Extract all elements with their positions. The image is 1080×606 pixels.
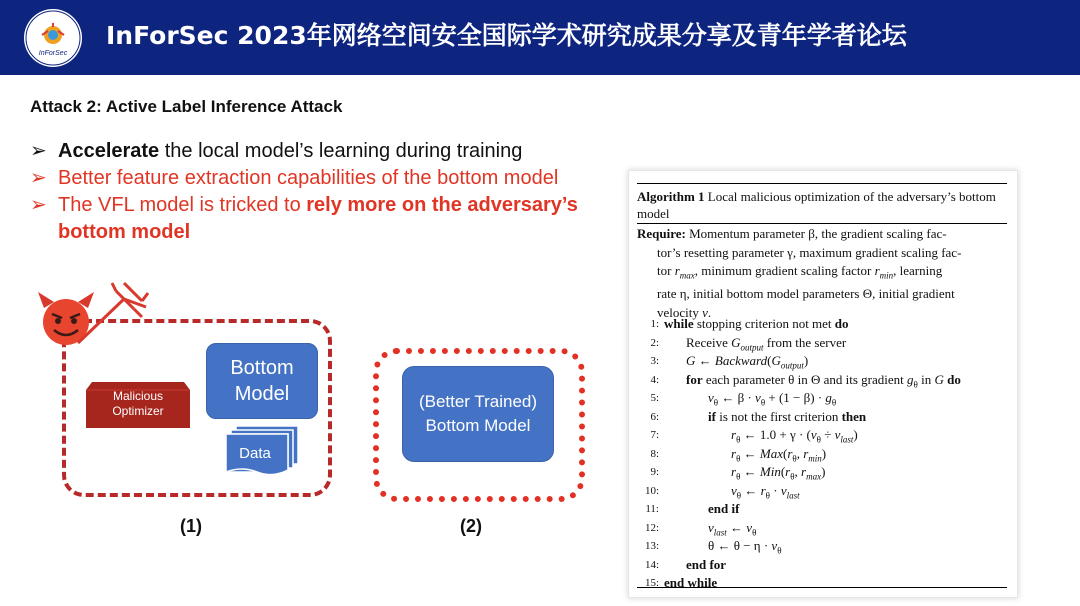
bullet-list — [30, 138, 610, 246]
data-label: Data — [239, 445, 271, 462]
bullet-bold-text: Accelerate — [58, 140, 160, 162]
better-trained-label: (Better Trained) Bottom Model — [418, 392, 538, 435]
bullet-bold-text: rely more on the adversary’s bottom model — [58, 194, 578, 243]
algo-line-1: 1: while stopping criterion not met do — [650, 316, 849, 331]
algo-line-4: 4: for each parameter θ in Θ and its gradient $g_\theta$ in G do — [650, 371, 961, 390]
algo-line-7: 7: $r_\theta$ ← $1.0 + \gamma \cdot (v_\theta \div v_{last})$ — [650, 427, 858, 445]
algo-line-5: 5: $v_\theta$ ← $\beta \cdot v_\theta + (1 - \beta) \cdot g_\theta$ — [650, 390, 837, 408]
algo-line-13: 13: θ ← $\theta - \eta \cdot v_\theta$ — [644, 538, 782, 556]
bottom-model-label: Bottom Model — [230, 357, 294, 405]
require-label: Require: — [637, 226, 686, 241]
algo-line-8: 8: $r_\theta$ ← $Max(r_\theta$, $r_{min}$) — [650, 445, 827, 464]
diagram-label-1: (1) — [180, 516, 202, 536]
top-rule — [637, 183, 1007, 184]
arrow-bullet-icon: ➢ — [30, 194, 47, 216]
algo-line-3: 3: G ← $Backward(G_{output})$ — [650, 353, 809, 371]
algo-line-14: 14: end for — [644, 556, 727, 572]
bullet-item-feature-extraction — [30, 165, 610, 192]
algo-line-12: 12: $v_{last}$ ← $v_\theta$ — [644, 519, 757, 538]
better-trained-bottom-model-box — [402, 366, 554, 462]
trident-icon — [72, 277, 152, 347]
algorithm-box — [628, 170, 1018, 598]
malicious-optimizer-label: Malicious Optimizer — [112, 389, 164, 418]
arrow-bullet-icon: ➢ — [30, 167, 47, 189]
header-bar — [0, 0, 1080, 75]
svg-text:InForSec: InForSec — [38, 50, 68, 57]
bottom-rule — [637, 587, 1007, 588]
diagram-label-2: (2) — [460, 516, 482, 536]
algo-line-10: 10: $v_\theta$ ← $r_\theta \cdot v_{last}$ — [644, 482, 800, 501]
algorithm-title-text: Local malicious optimization of the adversary’s bottom model — [637, 189, 996, 221]
bullet-item-vfl-tricked — [30, 192, 610, 246]
algorithm-lines — [637, 315, 1009, 593]
algorithm-title — [637, 188, 1009, 222]
algo-line-11: 11: end if — [645, 501, 740, 516]
inforsec-logo-icon — [24, 9, 82, 67]
algorithm-require: Require: Momentum parameter β, the gradient scaling fac- tor’s resetting parameter γ, maximum gradient scaling fac- tor $r_{max}$, minimum gradient scaling factor $r_{min}$, learning rate η, initial bottom model parameters Θ, initial gradient velocity v. — [637, 226, 962, 320]
algo-line-2: 2: Receive $G_{output}$ from the server — [650, 334, 847, 353]
bullet-text: Better feature extraction capabilities of the bottom model — [58, 167, 559, 189]
arrow-bullet-icon: ➢ — [30, 140, 47, 162]
mid-rule — [637, 223, 1007, 224]
algo-line-15: 15: end while — [644, 575, 718, 590]
slide-subtitle: Attack 2: Active Label Inference Attack — [30, 97, 343, 116]
header-title: InForSec 2023年网络空间安全国际学术研究成果分享及青年学者论坛 — [106, 21, 907, 50]
algo-line-6: 6: if is not the first criterion then — [650, 408, 867, 424]
bullet-item-accelerate — [30, 138, 610, 165]
algo-line-9: 9: $r_\theta$ ← $Min(r_\theta$, $r_{max}$) — [650, 464, 826, 482]
bullet-text: the local model’s learning during training — [159, 140, 523, 162]
bullet-text: The VFL model is tricked to — [58, 194, 307, 216]
bottom-model-box — [206, 343, 318, 419]
algorithm-title-bold: Algorithm 1 — [637, 189, 705, 204]
